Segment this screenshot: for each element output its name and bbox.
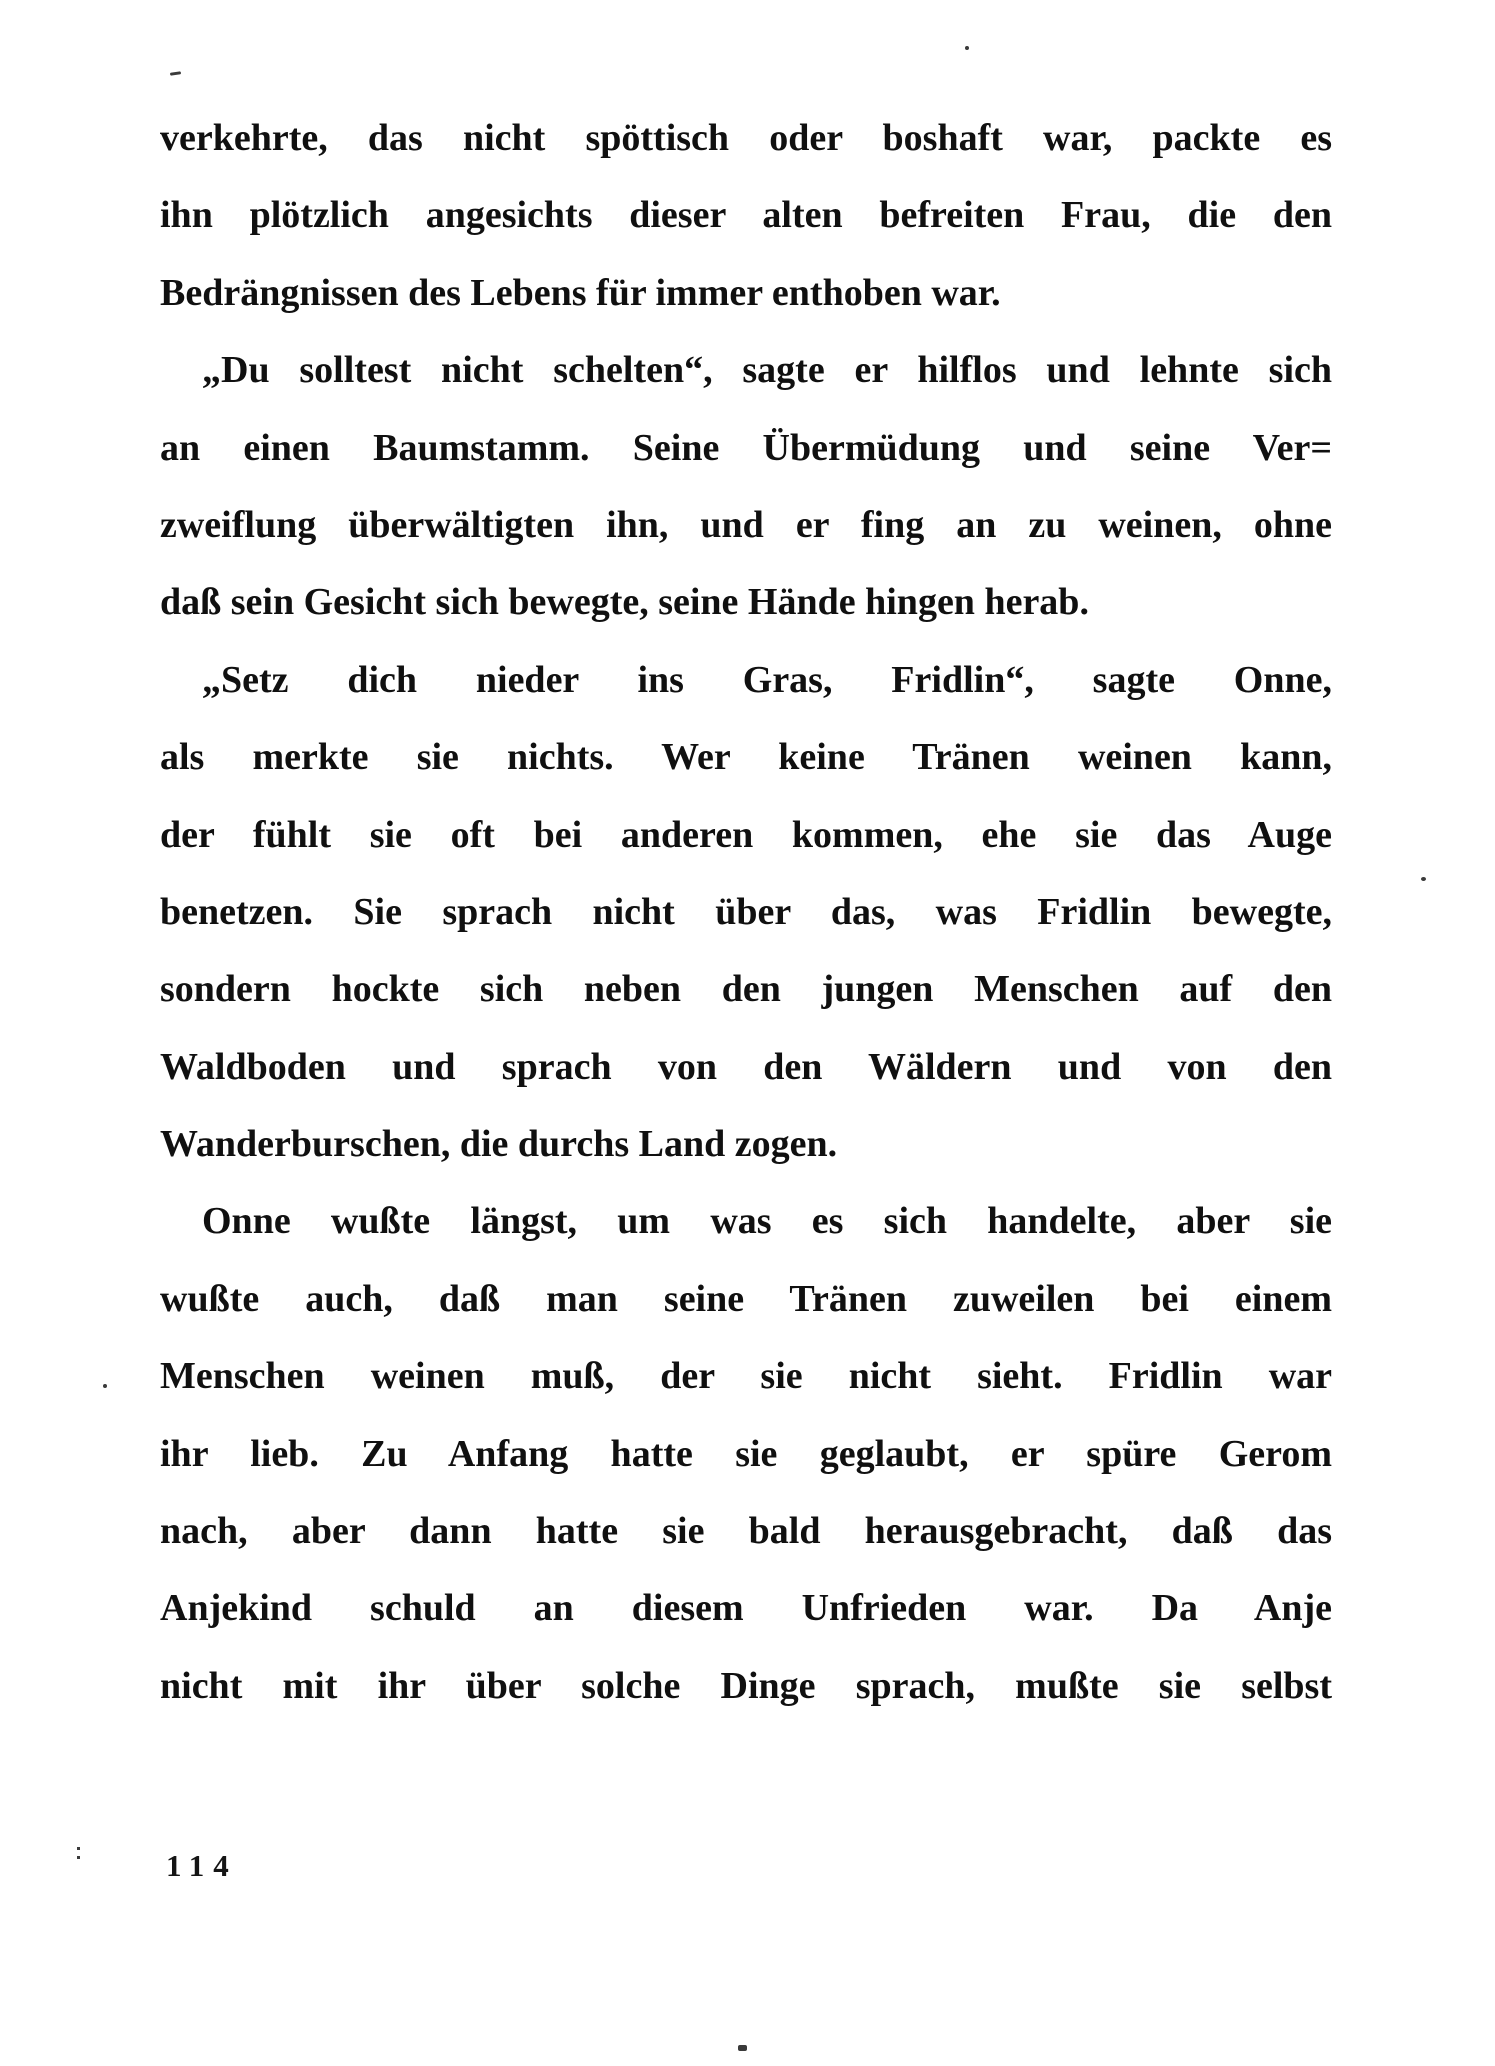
text-line: Onne wußte längst, um was es sich handelte, aber sie [202,1200,1332,1243]
text-line: Waldboden und sprach von den Wäldern und von den [160,1045,1332,1088]
text-line: ihr lieb. Zu Anfang hatte sie geglaubt, er spüre Gerom [160,1432,1332,1475]
scan-speck [170,71,181,76]
page-text-block [160,100,1332,1725]
text-line: zweiflung überwältigten ihn, und er fing an zu weinen, ohne [160,503,1332,546]
text-line: daß sein Gesicht sich bewegte, seine Hände hingen herab. [160,581,1089,624]
text-line: Menschen weinen muß, der sie nicht sieht. Fridlin war [160,1355,1332,1398]
text-line: „Setz dich nieder ins Gras, Fridlin“, sagte Onne, [202,658,1332,701]
text-line: Wanderburschen, die durchs Land zogen. [160,1123,838,1166]
scan-speck [103,1384,107,1388]
text-line: wußte auch, daß man seine Tränen zuweilen bei einem [160,1277,1332,1320]
scan-speck [965,46,969,50]
scan-speck [77,1847,80,1850]
page-number: 114 [166,1848,238,1883]
text-line: Bedrängnissen des Lebens für immer enthoben war. [160,271,1001,314]
text-line: an einen Baumstamm. Seine Übermüdung und seine Ver= [160,426,1332,469]
text-line: als merkte sie nichts. Wer keine Tränen weinen kann, [160,736,1332,779]
text-line: verkehrte, das nicht spöttisch oder boshaft war, packte es [160,117,1332,159]
scan-speck [1421,877,1426,881]
text-line: der fühlt sie oft bei anderen kommen, ehe sie das Auge [160,813,1332,856]
scan-speck [738,2045,747,2051]
text-line: benetzen. Sie sprach nicht über das, was Fridlin bewegte, [160,890,1332,933]
text-line: nach, aber dann hatte sie bald herausgebracht, daß das [160,1510,1332,1553]
text-line: nicht mit ihr über solche Dinge sprach, mußte sie selbst [160,1664,1332,1707]
text-line: ihn plötzlich angesichts dieser alten befreiten Frau, die den [160,194,1332,237]
text-line: sondern hockte sich neben den jungen Menschen auf den [160,968,1332,1011]
text-line: Anjekind schuld an diesem Unfrieden war. Da Anje [160,1587,1332,1630]
text-line: „Du solltest nicht schelten“, sagte er hilflos und lehnte sich [202,349,1332,392]
